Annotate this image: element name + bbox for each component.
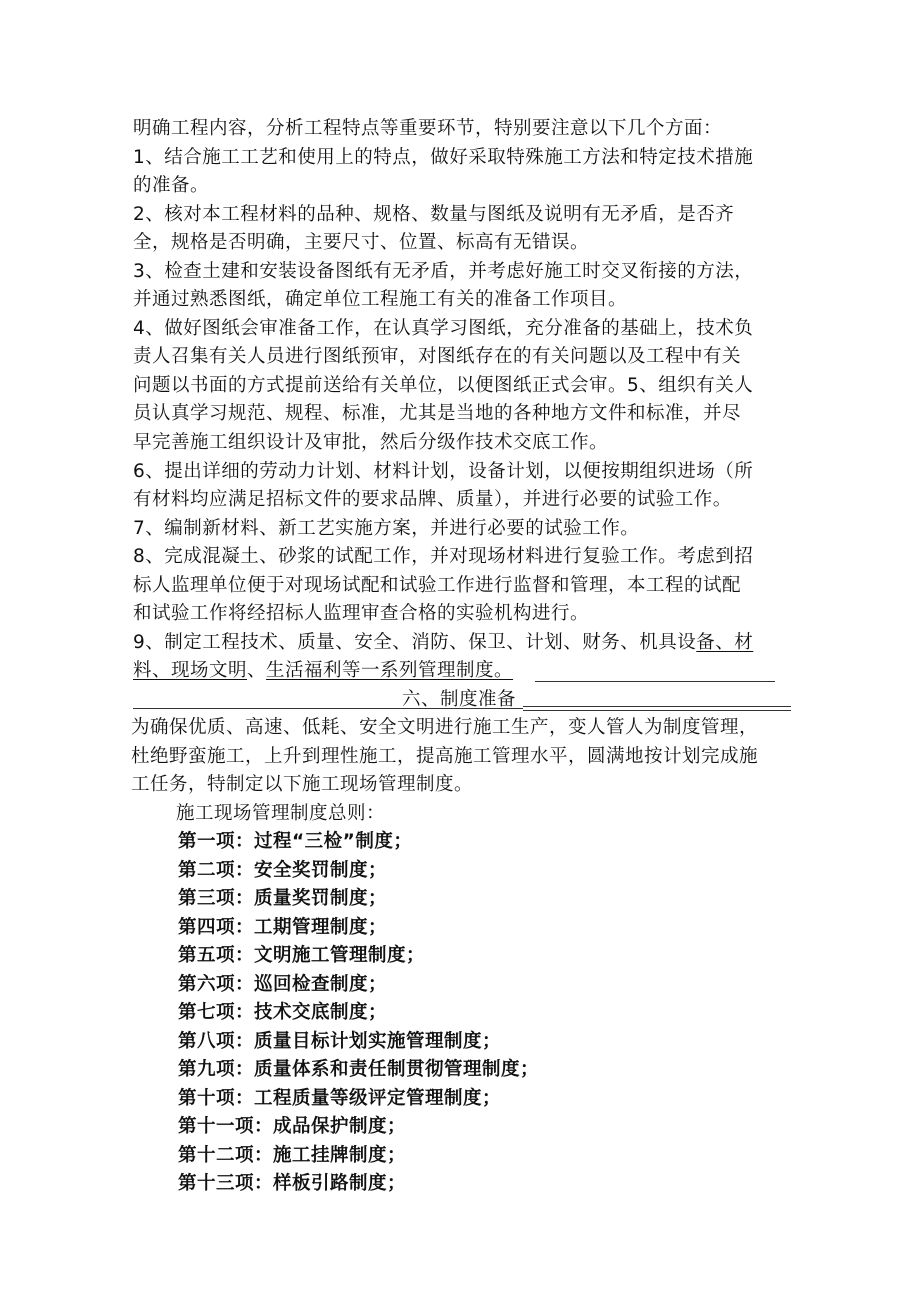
rule-item: 第十一项：成品保护制度；	[178, 1116, 407, 1137]
rule-item: 第四项：工期管理制度；	[178, 917, 388, 938]
text-line: 8、完成混凝土、砂浆的试配工作，并对现场材料进行复验工作。考虑到招	[133, 546, 754, 567]
intro-line: 工任务，特制定以下施工现场管理制度。	[131, 774, 474, 795]
rule-item: 第一项：过程“三检”制度；	[178, 831, 413, 852]
text-line: 全，规格是否明确，主要尺寸、位置、标高有无错误。	[133, 232, 590, 253]
item-9-line-1	[133, 629, 753, 657]
text-line: 问题以书面的方式提前送给有关单位，以便图纸正式会审。5、组织有关人	[133, 375, 754, 396]
text-line: 责人召集有关人员进行图纸预审，对图纸存在的有关问题以及工程中有关	[133, 346, 742, 367]
rules-heading: 施工现场管理制度总则：	[176, 803, 386, 824]
rule-item: 第十项：工程质量等级评定管理制度；	[178, 1088, 502, 1109]
text-line: 2、核对本工程材料的品种、规格、数量与图纸及说明有无矛盾，是否齐	[133, 204, 735, 225]
item-9-separator: 、	[247, 660, 267, 681]
text-line: 标人监理单位便于对现场试配和试验工作进行监督和管理，本工程的试配	[133, 575, 742, 596]
item-9-line-2	[133, 657, 513, 685]
item-9-text: 9、制定工程技术、质量、安全、消防、保卫、计划、财务、机具设	[133, 632, 697, 653]
intro-line: 为确保优质、高速、低耗、安全文明进行施工生产，变人管人为制度管理，	[131, 717, 759, 738]
text-line: 并通过熟悉图纸，确定单位工程施工有关的准备工作项目。	[133, 289, 628, 310]
section-title: 六、制度准备	[402, 689, 517, 710]
rule-item: 第三项：质量奖罚制度；	[178, 888, 388, 909]
text-line: 和试验工作将经招标人监理审查合格的实验机构进行。	[133, 603, 590, 624]
rule-item: 第九项：质量体系和责任制贯彻管理制度；	[178, 1059, 540, 1080]
text-line: 1、结合施工工艺和使用上的特点，做好采取特殊施工方法和特定技术措施	[133, 147, 754, 168]
item-9-underlined: 备、材	[696, 632, 754, 653]
text-line: 4、做好图纸会审准备工作，在认真学习图纸，充分准备的基础上，技术负	[133, 318, 754, 339]
text-line: 7、编制新材料、新工艺实施方案，并进行必要的试验工作。	[133, 518, 640, 539]
item-9-underlined: 生活福利等一系列管理制度。	[266, 660, 514, 681]
rule-item: 第八项：质量目标计划实施管理制度；	[178, 1031, 502, 1052]
text-line: 3、检查土建和安装设备图纸有无矛盾，并考虑好施工时交叉衔接的方法，	[133, 261, 754, 282]
divider-line	[523, 710, 791, 711]
divider-line	[523, 706, 791, 707]
divider-line	[535, 681, 775, 682]
text-line: 6、提出详细的劳动力计划、材料计划，设备计划，以便按期组织进场（所	[133, 461, 754, 482]
text-line: 员认真学习规范、规程、标准，尤其是当地的各种地方文件和标准，并尽	[133, 403, 742, 424]
intro-line: 杜绝野蛮施工，上升到理性施工，提高施工管理水平，圆满地按计划完成施	[131, 746, 759, 767]
item-9-underlined: 料、现场文明	[133, 660, 248, 681]
rule-item: 第七项：技术交底制度；	[178, 1002, 388, 1023]
rule-item: 第二项：安全奖罚制度；	[178, 860, 388, 881]
text-line: 早完善施工组织设计及审批，然后分级作技术交底工作。	[133, 432, 609, 453]
rule-item: 第十二项：施工挂牌制度；	[178, 1145, 407, 1166]
divider-line	[133, 708, 523, 709]
text-line: 的准备。	[133, 175, 210, 196]
rule-item: 第六项：巡回检查制度；	[178, 974, 388, 995]
text-line: 有材料均应满足招标文件的要求品牌、质量），并进行必要的试验工作。	[133, 489, 732, 510]
text-line: 明确工程内容，分析工程特点等重要环节，特别要注意以下几个方面：	[133, 118, 723, 139]
rule-item: 第十三项：样板引路制度；	[178, 1173, 407, 1194]
rule-item: 第五项：文明施工管理制度；	[178, 945, 426, 966]
